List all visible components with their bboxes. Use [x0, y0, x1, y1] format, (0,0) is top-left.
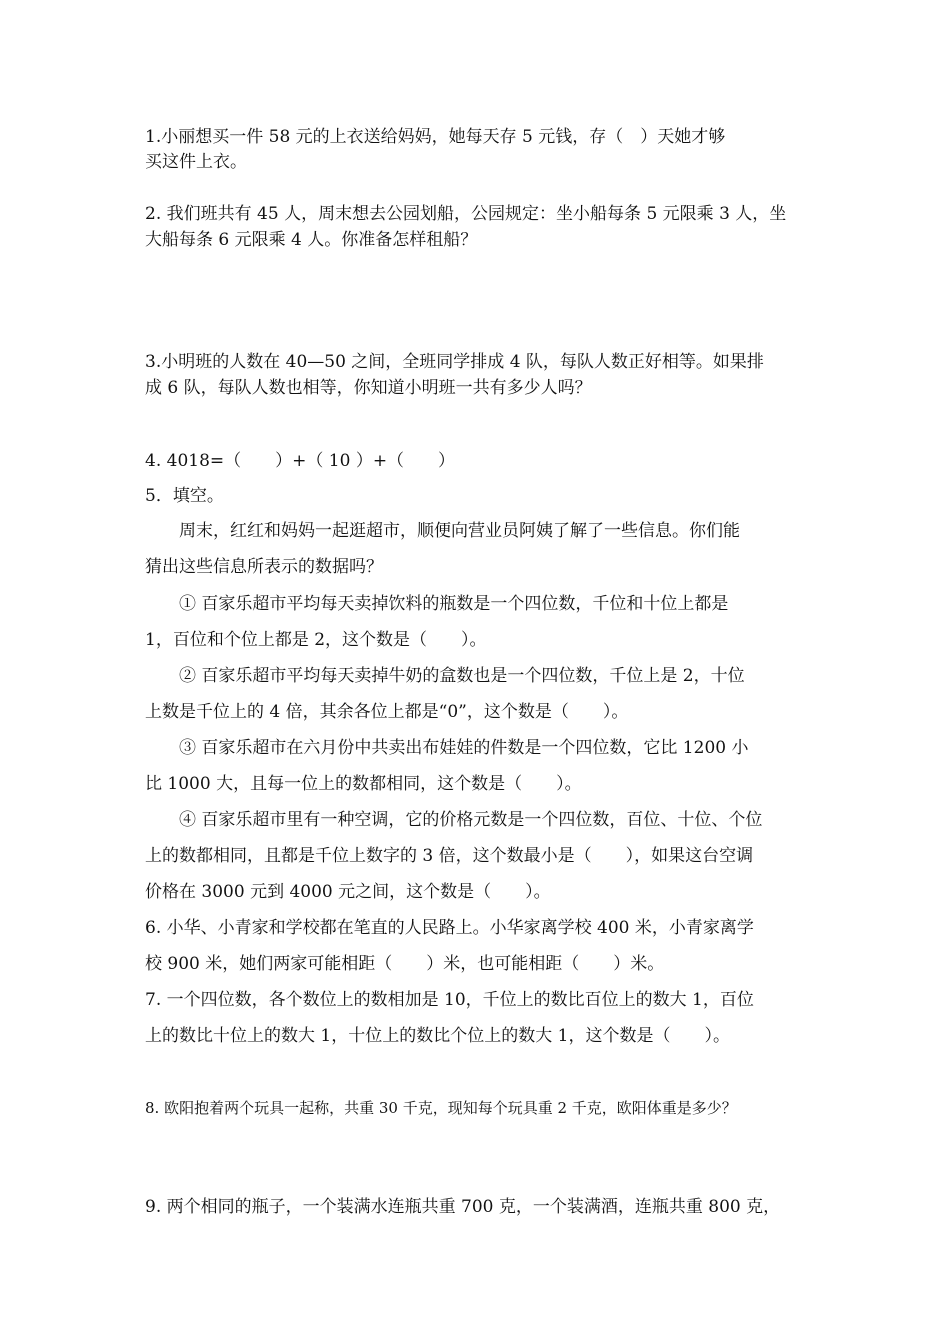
q5-item3-line-1: ③ 百家乐超市在六月份中共卖出布娃娃的件数是一个四位数，它比 1200 小	[145, 738, 749, 758]
q2-line-1: 2. 我们班共有 45 人，周末想去公园划船，公园规定：坐小船每条 5 元限乘 3 人，坐	[145, 204, 787, 224]
q5-item1-line-1: ① 百家乐超市平均每天卖掉饮料的瓶数是一个四位数，千位和十位上都是	[145, 594, 729, 614]
q4-line: 4. 4018=（ ）+（ 10 ）+（ ）	[145, 451, 456, 471]
q5-item4-line-3: 价格在 3000 元到 4000 元之间，这个数是（ ）。	[145, 882, 551, 902]
q5-item2-line-2: 上数是千位上的 4 倍，其余各位上都是“0”，这个数是（ ）。	[145, 702, 629, 722]
q5-intro-1: 周末，红红和妈妈一起逛超市，顺便向营业员阿姨了解了一些信息。你们能	[145, 521, 740, 541]
q5-item4-line-1: ④ 百家乐超市里有一种空调，它的价格元数是一个四位数，百位、十位、个位	[145, 810, 763, 830]
q9-line: 9. 两个相同的瓶子，一个装满水连瓶共重 700 克，一个装满酒，连瓶共重 800 克，	[145, 1197, 781, 1217]
q5-item3-line-2: 比 1000 大，且每一位上的数都相同，这个数是（ ）。	[145, 774, 582, 794]
q5-item4-line-2: 上的数都相同，且都是千位上数字的 3 倍，这个数最小是（ ），如果这台空调	[145, 846, 754, 866]
q1-line-2: 买这件上衣。	[145, 152, 247, 172]
q3-line-2: 成 6 队，每队人数也相等，你知道小明班一共有多少人吗？	[145, 378, 592, 398]
q7-line-1: 7. 一个四位数，各个数位上的数相加是 10，千位上的数比百位上的数大 1，百位	[145, 990, 754, 1010]
q1-line-1: 1.小丽想买一件 58 元的上衣送给妈妈，她每天存 5 元钱，存（ ）天她才够	[145, 127, 726, 147]
q6-line-2: 校 900 米，她们两家可能相距（ ）米，也可能相距（ ）米。	[145, 954, 665, 974]
q5-item2-line-1: ② 百家乐超市平均每天卖掉牛奶的盒数也是一个四位数，千位上是 2，十位	[145, 666, 745, 686]
q3-line-1: 3.小明班的人数在 40—50 之间，全班同学排成 4 队，每队人数正好相等。如果排	[145, 352, 764, 372]
q2-line-2: 大船每条 6 元限乘 4 人。你准备怎样租船？	[145, 230, 478, 250]
q5-heading: 5．填空。	[145, 486, 224, 506]
q5-intro-2: 猜出这些信息所表示的数据吗？	[145, 557, 383, 577]
q7-line-2: 上的数比十位上的数大 1，十位上的数比个位上的数大 1，这个数是（ ）。	[145, 1026, 730, 1046]
q5-item1-line-2: 1，百位和个位上都是 2，这个数是（ ）。	[145, 630, 487, 650]
q6-line-1: 6. 小华、小青家和学校都在笔直的人民路上。小华家离学校 400 米，小青家离学	[145, 918, 754, 938]
q8-line: 8. 欧阳抱着两个玩具一起称，共重 30 千克，现知每个玩具重 2 千克，欧阳体重是多少？	[145, 1099, 737, 1117]
